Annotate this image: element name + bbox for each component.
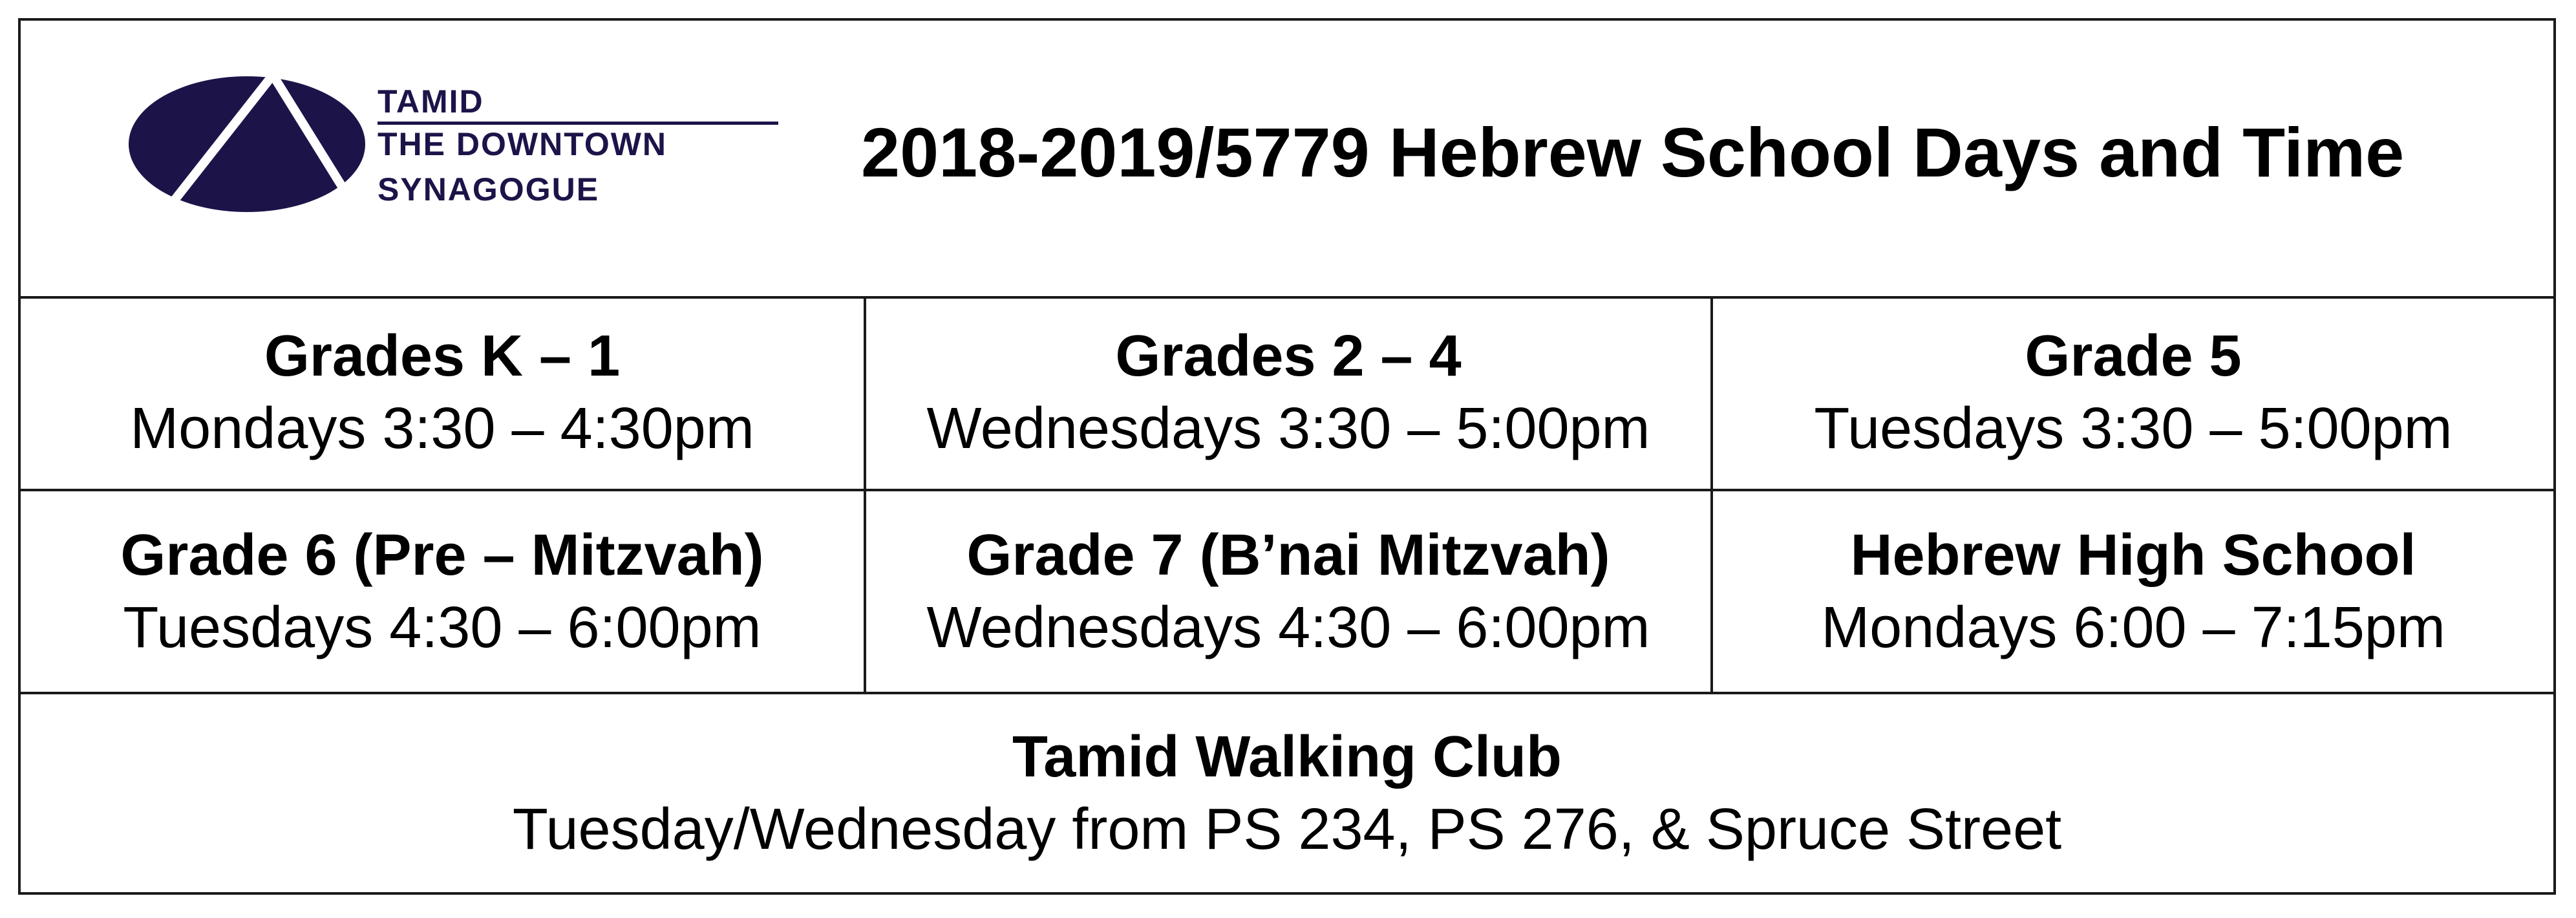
- schedule-cell-grade-5: [1713, 296, 2553, 489]
- logo-divider: [378, 122, 778, 125]
- class-name: Grade 6 (Pre – Mitzvah): [120, 522, 764, 588]
- schedule-cell-hebrew-high-school: [1713, 491, 2553, 692]
- schedule-frame: [18, 18, 2556, 895]
- class-time: Mondays 3:30 – 4:30pm: [130, 396, 754, 461]
- logo-line-1: TAMID: [378, 83, 484, 120]
- walking-club-details: Tuesday/Wednesday from PS 234, PS 276, & Spruce Street: [512, 796, 2062, 862]
- header: [21, 21, 2553, 299]
- class-name: Grades 2 – 4: [1115, 323, 1462, 389]
- class-name: Grades K – 1: [264, 323, 621, 389]
- class-time: Tuesdays 3:30 – 5:00pm: [1814, 396, 2453, 461]
- class-time: Wednesdays 3:30 – 5:00pm: [926, 396, 1650, 461]
- logo-line-2: THE DOWNTOWN: [378, 126, 668, 162]
- schedule-cell-grade-7: [866, 491, 1713, 692]
- schedule-cell-grade-6: [21, 491, 866, 692]
- logo: [124, 57, 783, 225]
- class-name: Hebrew High School: [1850, 522, 2416, 588]
- logo-line-3: SYNAGOGUE: [378, 171, 600, 208]
- schedule-cell-grades-2-4: [866, 296, 1713, 489]
- class-name: Grade 7 (B’nai Mitzvah): [966, 522, 1610, 588]
- class-time: Wednesdays 4:30 – 6:00pm: [926, 595, 1650, 660]
- walking-club-title: Tamid Walking Club: [1012, 724, 1562, 789]
- schedule-cell-grades-k-1: [21, 296, 866, 489]
- schedule-grid: [21, 296, 2553, 701]
- class-time: Tuesdays 4:30 – 6:00pm: [123, 595, 761, 660]
- class-name: Grade 5: [2025, 323, 2242, 389]
- class-time: Mondays 6:00 – 7:15pm: [1821, 595, 2445, 660]
- walking-club-section: [21, 696, 2553, 892]
- schedule-row-1: [21, 296, 2553, 491]
- page-title: 2018-2019/5779 Hebrew School Days and Time: [861, 113, 2405, 191]
- schedule-row-2: [21, 491, 2553, 694]
